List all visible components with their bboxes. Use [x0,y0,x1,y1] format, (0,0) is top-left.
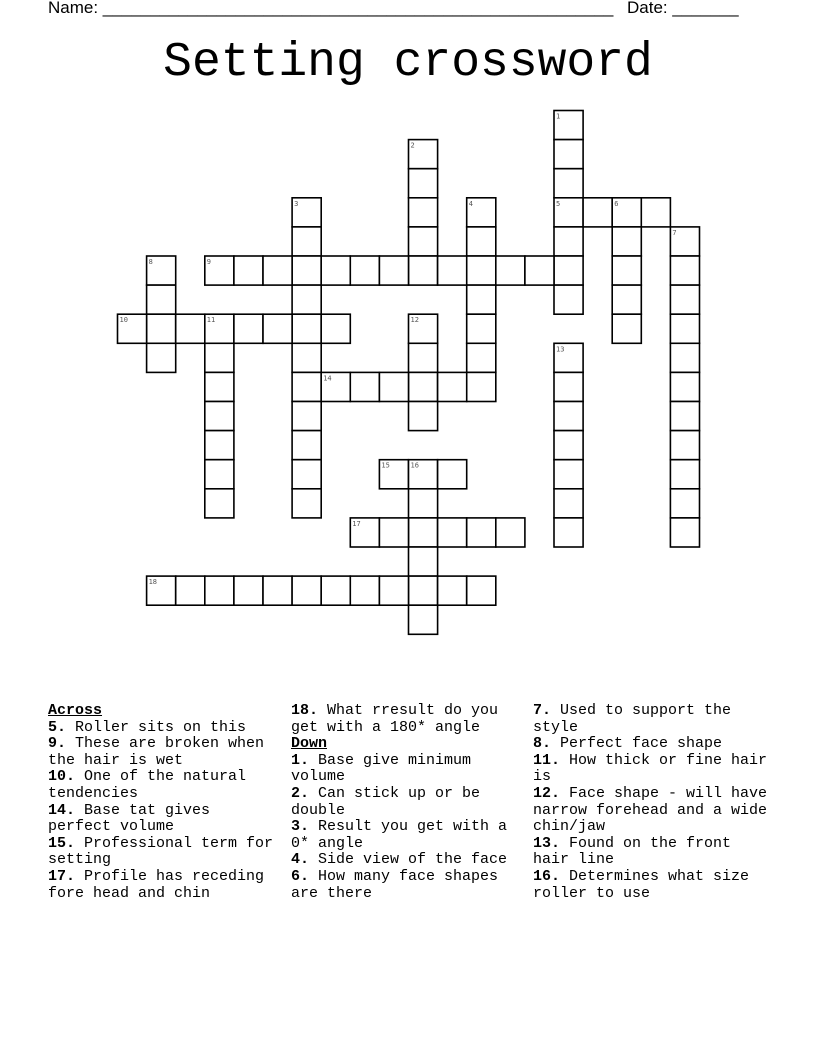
clue-text: Determines what size roller to use [533,867,750,902]
grid-cell[interactable] [670,285,699,314]
grid-cell[interactable] [554,489,583,518]
grid-clue-number: 6 [614,199,619,208]
grid-cell[interactable] [670,314,699,343]
grid-cell[interactable] [321,314,350,343]
grid-cell[interactable] [205,256,234,285]
grid-cell[interactable] [409,343,438,372]
clue-number: 1. [291,751,310,769]
grid-cell[interactable] [205,489,234,518]
grid-cell[interactable] [612,285,641,314]
grid-cell[interactable] [612,314,641,343]
clue-number: 12. [533,784,561,802]
grid-clue-number: 12 [410,316,419,325]
grid-cell[interactable] [292,314,321,343]
down-clue [533,753,773,786]
grid-cell[interactable] [467,576,496,605]
grid-cell[interactable] [205,314,234,343]
grid-cell[interactable] [292,227,321,256]
grid-cell[interactable] [379,518,408,547]
grid-cell[interactable] [554,372,583,401]
grid-cell[interactable] [379,576,408,605]
grid-cell[interactable] [438,460,467,489]
clue-number: 7. [533,702,552,719]
grid-cell[interactable] [467,314,496,343]
clue-text: Used to support the style [533,702,732,736]
clue-text: How thick or fine hair is [533,751,768,786]
grid-cell[interactable] [321,256,350,285]
grid-cell[interactable] [379,256,408,285]
down-clue [533,869,773,902]
clue-number: 13. [533,834,561,852]
clue-text: Professional term for setting [48,834,274,869]
grid-cell[interactable] [525,256,554,285]
clue-number: 3. [291,818,310,836]
clue-number: 8. [533,735,552,753]
grid-cell[interactable] [409,576,438,605]
grid-cell[interactable] [409,402,438,431]
grid-clue-number: 3 [294,199,299,208]
grid-cell[interactable] [263,256,292,285]
grid-cell[interactable] [176,314,205,343]
grid-cell[interactable] [438,518,467,547]
clue-number: 10. [48,768,76,786]
clue-column-3 [533,703,773,902]
grid-clue-number: 14 [323,374,332,383]
grid-cell[interactable] [612,227,641,256]
clue-number: 9. [48,735,67,753]
grid-cell[interactable] [292,372,321,401]
grid-cell[interactable] [292,343,321,372]
down-clue [291,852,523,869]
grid-cell[interactable] [670,372,699,401]
down-clue [533,736,773,753]
grid-cell[interactable] [292,285,321,314]
grid-cell[interactable] [409,314,438,343]
grid-cell[interactable] [612,256,641,285]
name-field-label: Name: ______________________________________________________ [48,0,614,17]
grid-cell[interactable] [234,256,263,285]
grid-cell[interactable] [467,256,496,285]
grid-cell[interactable] [409,460,438,489]
down-clue [533,786,773,836]
clue-number: 4. [291,851,310,869]
clue-number: 14. [48,801,76,819]
grid-clue-number: 2 [410,141,415,150]
grid-cell[interactable] [409,169,438,198]
grid-clue-number: 16 [410,461,419,470]
grid-cell[interactable] [292,576,321,605]
grid-clue-number: 8 [148,258,153,266]
grid-cell[interactable] [670,343,699,372]
grid-cell[interactable] [176,576,205,605]
grid-cell[interactable] [554,227,583,256]
grid-clue-number: 5 [556,199,561,208]
grid-clue-number: 10 [119,316,128,325]
date-field-label: Date: _______ [627,0,739,17]
grid-cell[interactable] [409,372,438,401]
grid-cell[interactable] [554,285,583,314]
down-heading: Down [291,735,328,753]
clue-number: 17. [48,867,76,885]
across-clue [48,836,280,869]
clue-text: Face shape - will have narrow forehead and a wide chin/jaw [533,784,768,836]
grid-clue-number: 15 [381,461,390,470]
grid-cell[interactable] [350,256,379,285]
grid-cell[interactable] [147,343,176,372]
clue-text: Side view of the face [318,851,508,869]
grid-cell[interactable] [670,402,699,431]
clue-text: Result you get with a 0* angle [291,818,508,852]
grid-cell[interactable] [292,256,321,285]
grid-cell[interactable] [670,227,699,256]
clue-text: Profile has receding fore head and chin [48,867,265,902]
clue-text: Found on the front hair line [533,834,732,869]
grid-cell[interactable] [612,198,641,227]
grid-cell[interactable] [554,343,583,372]
grid-cell[interactable] [409,547,438,576]
clue-text: Can stick up or be double [291,784,481,819]
clue-text: How many face shapes are there [291,867,499,902]
grid-cell[interactable] [147,576,176,605]
grid-cell[interactable] [438,372,467,401]
grid-clue-number: 9 [206,258,212,266]
grid-cell[interactable] [467,343,496,372]
grid-cell[interactable] [467,372,496,401]
grid-cell[interactable] [554,518,583,547]
clue-text: Perfect face shape [560,735,723,753]
down-clue [533,836,773,869]
down-clue [291,869,523,902]
grid-cell[interactable] [205,576,234,605]
grid-cell[interactable] [321,576,350,605]
grid-cell[interactable] [205,343,234,372]
clue-number: 2. [291,784,310,802]
grid-cell[interactable] [670,489,699,518]
grid-cell[interactable] [409,518,438,547]
grid-cell[interactable] [292,198,321,227]
grid-cell[interactable] [205,431,234,460]
grid-cell[interactable] [554,169,583,198]
clue-text: What rresult do you get with a 180* angle [291,702,499,736]
grid-clue-number: 11 [206,316,216,325]
clue-number: 16. [533,867,561,885]
grid-cell[interactable] [205,402,234,431]
grid-cell[interactable] [554,256,583,285]
grid-cell[interactable] [670,431,699,460]
grid-cell[interactable] [147,285,176,314]
grid-cell[interactable] [554,460,583,489]
grid-cell[interactable] [205,460,234,489]
clue-number: 5. [48,718,67,736]
across-heading: Across [48,702,103,719]
clue-text: One of the natural tendencies [48,768,247,802]
grid-cell[interactable] [205,372,234,401]
grid-cell[interactable] [409,198,438,227]
across-clue [48,736,280,769]
clue-text: Roller sits on this [75,718,247,736]
grid-cell[interactable] [409,227,438,256]
grid-cell[interactable] [409,140,438,169]
grid-cell[interactable] [554,198,583,227]
grid-cell[interactable] [292,460,321,489]
clue-text: Base give minimum volume [291,751,472,786]
grid-cell[interactable] [467,285,496,314]
grid-cell[interactable] [292,431,321,460]
grid-cell[interactable] [670,256,699,285]
clue-number: 15. [48,834,76,852]
grid-clue-number: 18 [148,578,158,587]
down-clue [291,786,523,819]
grid-cell[interactable] [554,431,583,460]
clue-number: 18. [291,702,319,719]
down-clue [291,819,523,852]
grid-cell[interactable] [379,460,408,489]
grid-clue-number: 1 [556,112,561,121]
across-clue [48,869,280,902]
grid-cell[interactable] [438,576,467,605]
grid-cell[interactable] [350,518,379,547]
grid-cell[interactable] [292,402,321,431]
grid-cell[interactable] [670,460,699,489]
down-clue [533,703,773,736]
grid-cell[interactable] [467,227,496,256]
page-title: Setting crossword [163,36,653,90]
grid-cell[interactable] [350,372,379,401]
across-clue [48,803,280,836]
clue-number: 11. [533,751,561,769]
grid-cell[interactable] [263,576,292,605]
clue-column-1 [48,703,280,902]
grid-cell[interactable] [583,198,612,227]
grid-cell[interactable] [379,372,408,401]
grid-cell[interactable] [467,198,496,227]
across-clue [48,720,280,737]
grid-clue-number: 13 [556,345,565,354]
grid-cell[interactable] [292,489,321,518]
grid-cell[interactable] [350,576,379,605]
grid-cell[interactable] [496,518,525,547]
clue-number: 6. [291,867,310,885]
grid-cell[interactable] [641,198,670,227]
grid-cell[interactable] [554,111,583,140]
clue-text: Base tat gives perfect volume [48,801,211,836]
grid-cell[interactable] [496,256,525,285]
grid-cell[interactable] [147,256,176,285]
grid-clue-number: 4 [468,199,473,208]
grid-cell[interactable] [409,605,438,634]
grid-cell[interactable] [409,489,438,518]
grid-cell[interactable] [467,518,496,547]
grid-cell[interactable] [670,518,699,547]
across-clue [291,703,523,736]
down-clue [291,753,523,786]
grid-cell[interactable] [554,402,583,431]
across-clue [48,769,280,802]
grid-cell[interactable] [234,314,263,343]
grid-cell[interactable] [234,576,263,605]
grid-cell[interactable] [263,314,292,343]
grid-cell[interactable] [321,372,350,401]
grid-cell[interactable] [438,256,467,285]
grid-cell[interactable] [147,314,176,343]
grid-clue-number: 7 [672,228,677,237]
grid-cell[interactable] [554,140,583,169]
grid-clue-number: 17 [352,519,361,528]
clue-column-2 [291,703,523,902]
clue-text: These are broken when the hair is wet [48,735,265,769]
grid-cell[interactable] [409,256,438,285]
grid-cell[interactable] [118,314,147,343]
